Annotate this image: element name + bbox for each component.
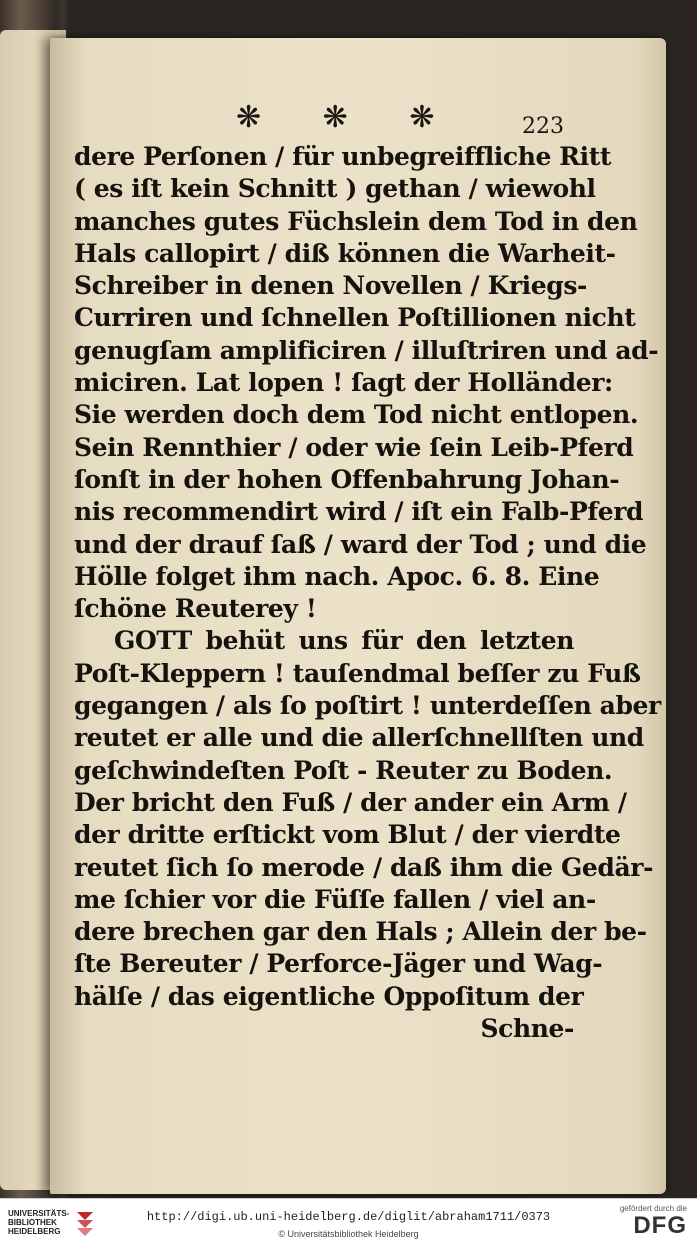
header-ornament: ❋ ❋ ❋ (236, 100, 461, 135)
text-line: ſte Bereuter / Perforce-Jäger und Wag- (74, 949, 603, 979)
page-number: 223 (522, 114, 564, 139)
text-line: miciren. Lat lopen ! ſagt der Holländer: (74, 368, 613, 398)
text-line: gegangen / als ſo poſtirt ! unterdeſſen aber (74, 691, 661, 721)
text-line: GOTT behüt uns für den letzten (114, 626, 574, 656)
text-line: der dritte erſtickt vom Blut / der vierdte (74, 820, 621, 850)
page-text (74, 141, 661, 1045)
text-line: und der drauf ſaß / ward der Tod ; und die (74, 529, 647, 559)
text-line: Sie werden doch dem Tod nicht entlopen. (74, 400, 639, 430)
text-line: me ſchier vor die Füſſe fallen / viel an- (74, 884, 596, 914)
text-line: ( es iſt kein Schnitt ) gethan / wiewohl (74, 174, 596, 204)
text-line: reutet ſich ſo merode / daß ihm die Gedär- (74, 852, 654, 882)
text-line: ſchöne Reuterey ! (74, 594, 317, 624)
sponsor-caption: gefördert durch die (619, 1204, 687, 1213)
text-line: hälſe / das eigentliche Oppoſitum der (74, 981, 584, 1011)
text-line: Poſt-Kleppern ! tauſendmal beſſer zu Fuß (74, 658, 641, 688)
viewer-footer (0, 1198, 697, 1250)
text-line: dere Perſonen / für unbegreiffliche Ritt (74, 142, 612, 171)
text-line: reutet er alle und die allerſchnellſten und (74, 723, 644, 753)
text-line: Hölle folget ihm nach. Apoc. 6. 8. Eine (74, 561, 600, 591)
library-name-line: HEIDELBERG (8, 1227, 61, 1236)
text-line: Sein Rennthier / oder wie ſein Leib-Pferd (74, 432, 634, 462)
text-line: nis recommendirt wird / iſt ein Falb-Pferd (74, 497, 644, 527)
text-line: Schreiber in denen Novellen / Kriegs- (74, 271, 588, 301)
dfg-logo: DFG (633, 1212, 687, 1239)
sponsor-logo[interactable] (620, 1204, 687, 1239)
permalink-url[interactable]: http://digi.ub.uni-heidelberg.de/diglit/abraham1711/0373 (146, 1210, 551, 1224)
text-line: geſchwindeſten Poſt - Reuter zu Boden. (74, 755, 613, 785)
text-line: Hals callopirt / diß können die Warheit- (74, 238, 616, 268)
library-name-line: UNIVERSITÄTS- (8, 1209, 70, 1218)
text-line: ſonſt in der hohen Offenbahrung Johan- (74, 464, 620, 494)
text-line: manches gutes Füchslein dem Tod in den (74, 206, 638, 236)
catchword: Schne- (480, 1014, 574, 1044)
text-line: genugſam amplificiren / illuſtriren und ad- (74, 335, 659, 365)
copyright-notice: © Universitätsbibliothek Heidelberg (278, 1229, 419, 1239)
text-line: Curriren und ſchnellen Poſtillionen nicht (74, 303, 636, 333)
text-line: Der bricht den Fuß / der ander ein Arm / (74, 787, 627, 817)
text-line: dere brechen gar den Hals ; Allein der be- (74, 917, 647, 947)
library-name-line: BIBLIOTHEK (8, 1218, 57, 1227)
